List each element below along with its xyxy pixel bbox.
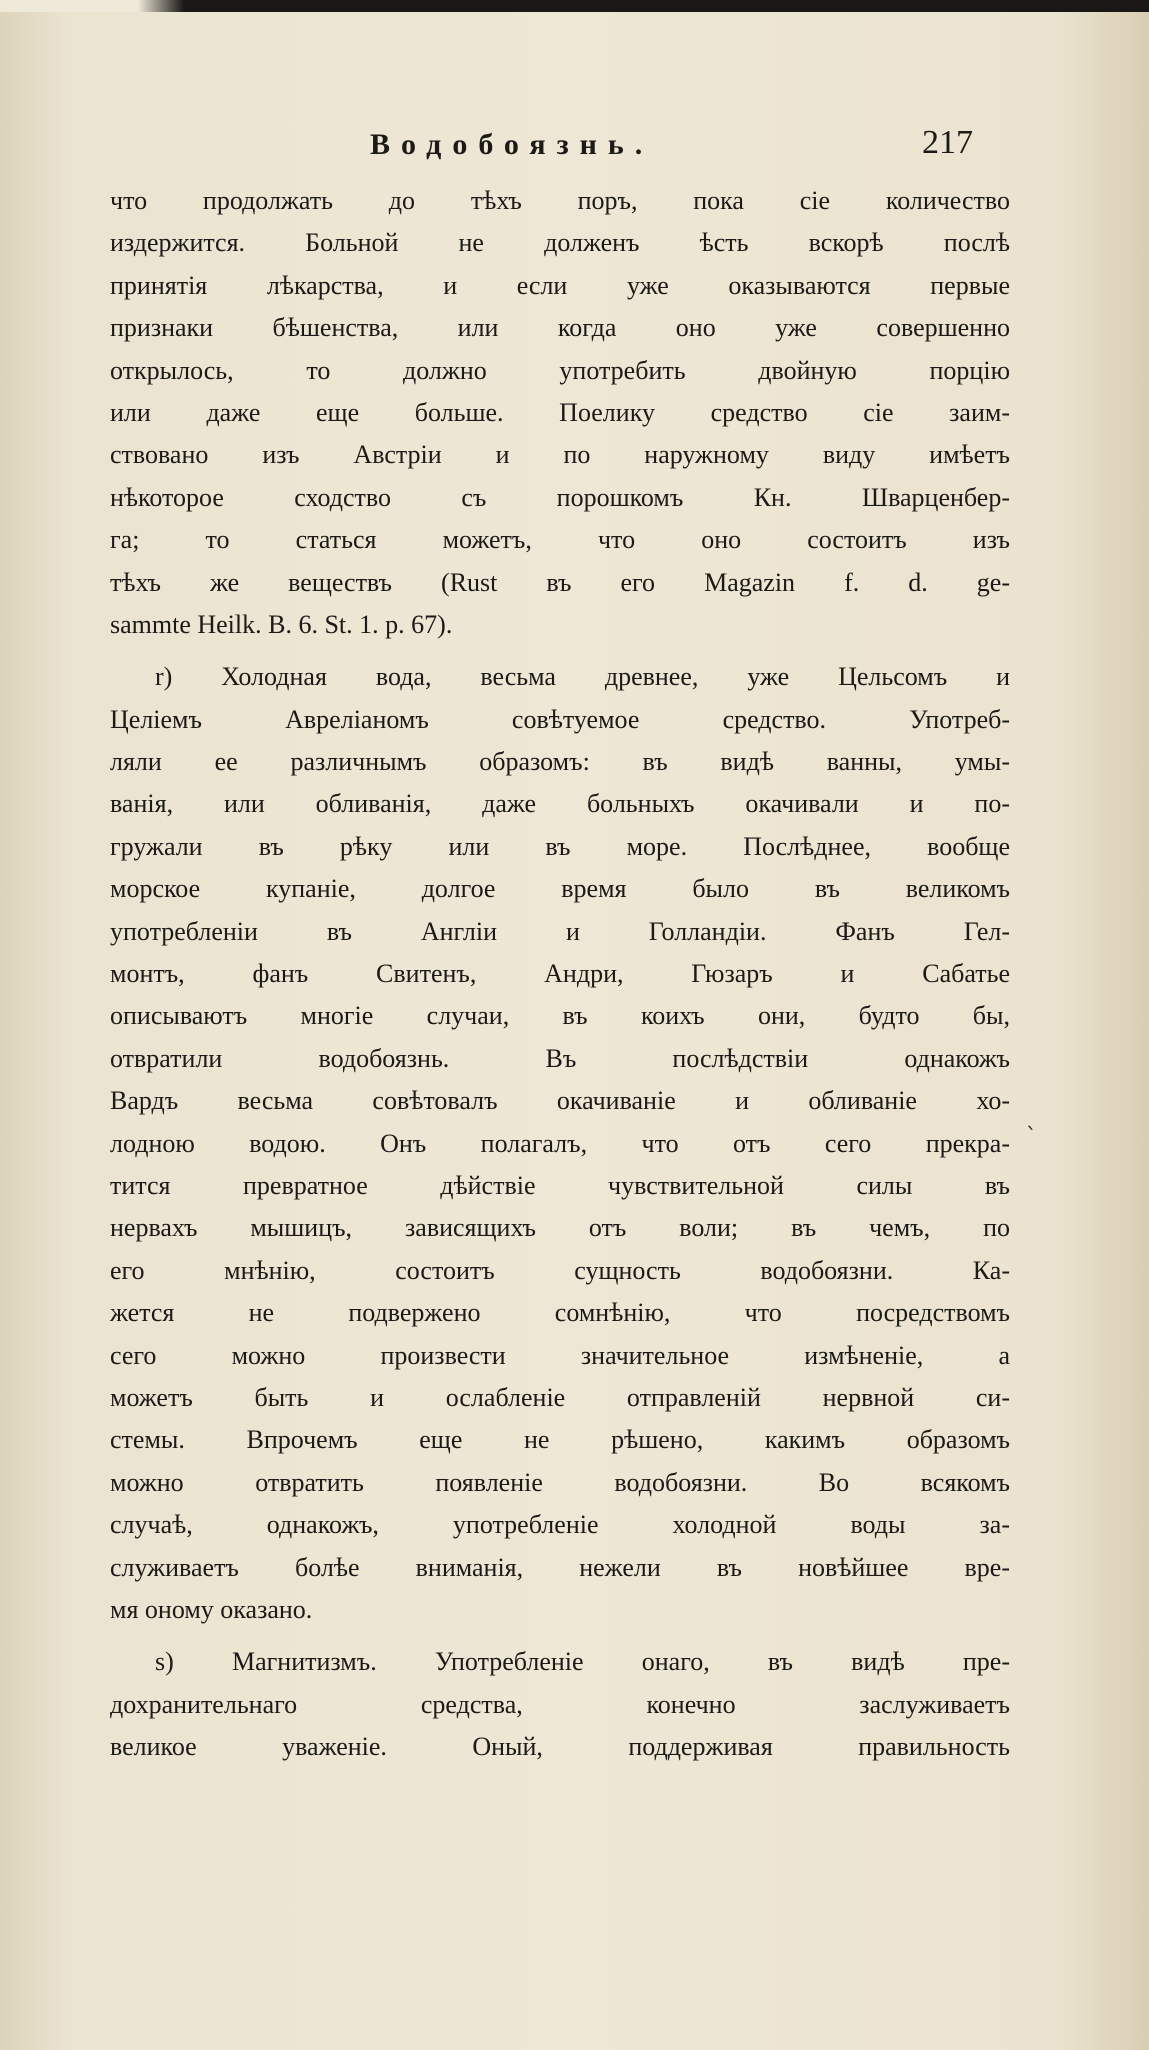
page-header [0,124,1149,178]
text-line: га; то статься можетъ, что оно состоитъ изъ [110,525,1010,555]
text-line: мя оному оказано. [110,1594,313,1624]
text-line: нервахъ мышицъ, зависящихъ отъ воли; въ чемъ, по [110,1213,1010,1243]
text-line: случаѣ, однакожъ, употребленіе холодной воды за- [110,1510,1010,1540]
text-line: его мнѣнію, состоитъ сущность водобоязни. Ка- [110,1255,1010,1285]
text-line: можно отвратить появленіе водобоязни. Во всякомъ [110,1467,1010,1497]
text-line: нѣкоторое сходство съ порошкомъ Кн. Шварценбер- [110,482,1010,512]
text-line: морское купаніе, долгое время было въ великомъ [110,874,1010,904]
text-line: описываютъ многіе случаи, въ коихъ они, будто бы, [110,1001,1010,1031]
text-line: употребленіи въ Англіи и Голландіи. Фанъ Гел- [110,916,1010,946]
text-line: лодною водою. Онъ полагалъ, что отъ сего прекра- [110,1128,1010,1158]
text-line: ствовано изъ Австріи и по наружному виду имѣетъ [110,440,1010,470]
paragraph-start-line: s) Магнитизмъ. Употребленіе онаго, въ видѣ пре- [155,1647,1010,1677]
text-line: признаки бѣшенства, или когда оно уже совершенно [110,313,1010,343]
margin-mark: ` [1026,1125,1037,1150]
text-line: служиваетъ болѣе вниманія, нежели въ новѣйшее вре- [110,1552,1010,1582]
body-text [110,180,1010,1768]
text-line: стемы. Впрочемъ еще не рѣшено, какимъ образомъ [110,1425,1010,1455]
text-line: издержится. Больной не долженъ ѣсть вскорѣ послѣ [110,228,1010,258]
text-line: принятія лѣкарства, и если уже оказываются первые [110,270,1010,300]
running-title: Водобоязнь. [370,128,654,161]
text-line: тится превратное дѣйствіе чувствительной силы въ [110,1170,1010,1200]
page-top-edge [0,0,1149,12]
page-number: 217 [922,124,973,161]
text-line: сего можно произвести значительное измѣненіе, а [110,1340,1010,1370]
text-line: можетъ быть и ослабленіе отправленій нервной си- [110,1382,1010,1412]
text-line: дохранительнаго средства, конечно заслуживаетъ [110,1689,1010,1719]
text-line: великое уваженіе. Оный, поддерживая правильность [110,1732,1010,1762]
text-line: ляли ее различнымъ образомъ: въ видѣ ванны, умы- [110,747,1010,777]
text-line: открылось, то должно употребить двойную порцію [110,355,1010,385]
text-line: монтъ, фанъ Свитенъ, Андри, Гюзаръ и Сабатье [110,959,1010,989]
text-line: sammte Heilk. B. 6. St. 1. p. 67). [110,609,453,639]
text-line: или даже еще больше. Поелику средство сіе заим- [110,397,1010,427]
text-line: тѣхъ же веществъ (Rust въ его Magazin f. d. ge- [110,567,1010,597]
text-line: гружали въ рѣку или въ море. Послѣднее, вообще [110,831,1010,861]
text-line: жется не подвержено сомнѣнію, что посредствомъ [110,1298,1010,1328]
paragraph-start-line: r) Холодная вода, весьма древнее, уже Цельсомъ и [155,662,1010,692]
text-line: Целіемъ Авреліаномъ совѣтуемое средство. Употреб- [110,704,1010,734]
text-line: что продолжать до тѣхъ поръ, пока сіе количество [110,186,1010,215]
text-line: ванія, или обливанія, даже больныхъ окачивали и по- [110,789,1010,819]
text-line: отвратили водобоязнь. Въ послѣдствіи однакожъ [110,1043,1010,1073]
text-line: Вардъ весьма совѣтовалъ окачиваніе и обливаніе хо- [110,1086,1010,1116]
